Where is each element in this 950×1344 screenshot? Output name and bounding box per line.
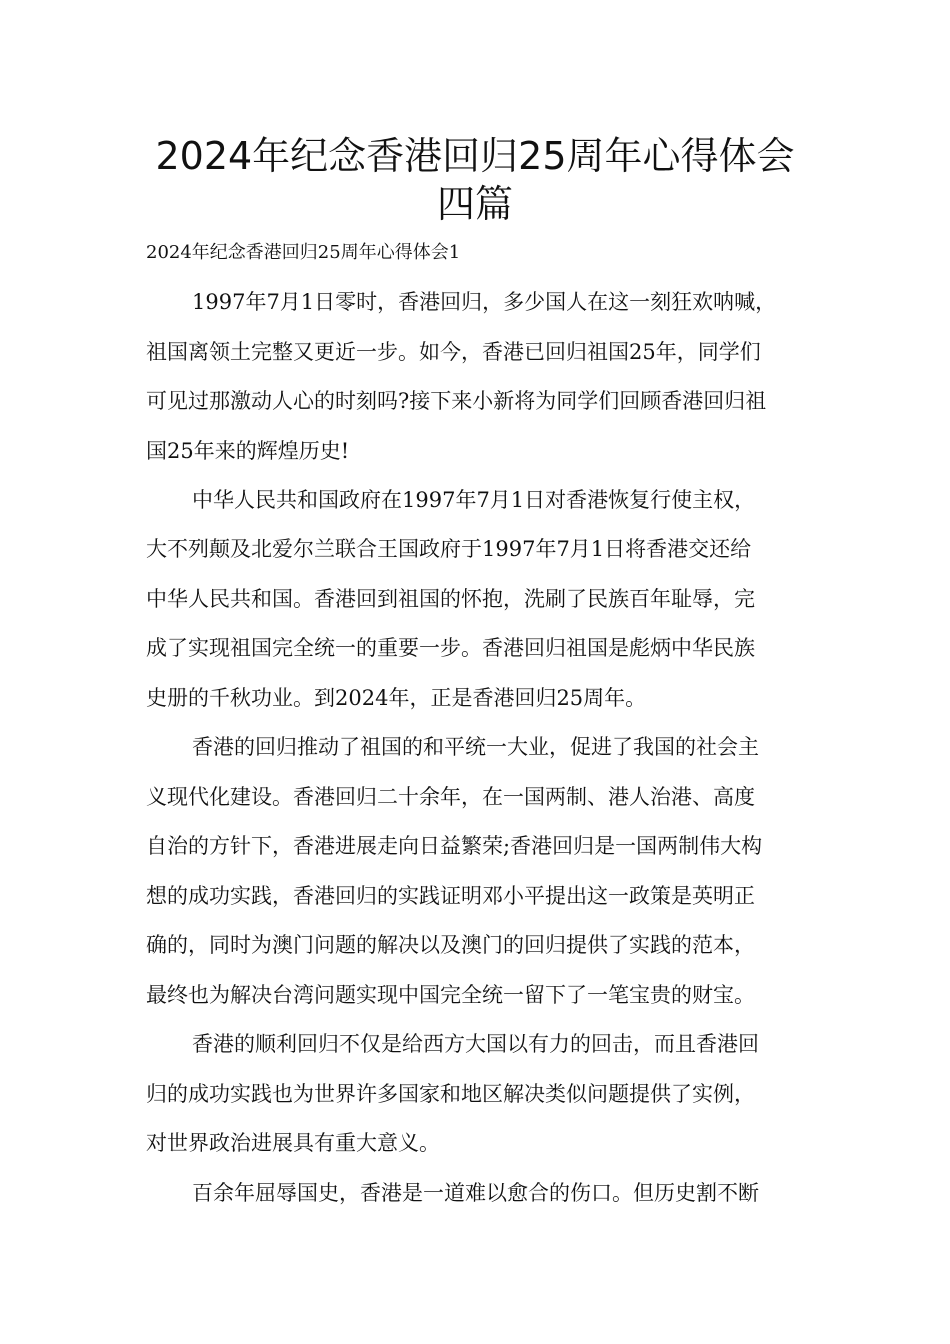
paragraph-line: 可见过那激动人心的时刻吗?接下来小新将为同学们回顾香港回归祖 (146, 389, 767, 413)
paragraph-line: 义现代化建设。香港回归二十余年，在一国两制、港人治港、高度 (146, 785, 755, 809)
paragraph-line: 百余年屈辱国史，香港是一道难以愈合的伤口。但历史割不断 (192, 1181, 759, 1205)
paragraph-line: 中华人民共和国政府在1997年7月1日对香港恢复行使主权， (192, 488, 756, 512)
paragraph-line: 史册的千秋功业。到2024年，正是香港回归25周年。 (146, 686, 647, 710)
paragraph-line: 对世界政治进展具有重大意义。 (146, 1131, 440, 1155)
paragraph-line: 香港的顺利回归不仅是给西方大国以有力的回击，而且香港回 (192, 1032, 759, 1056)
document-title-line-2: 四篇 (436, 182, 513, 226)
section-heading: 2024年纪念香港回归25周年心得体会1 (146, 242, 461, 263)
paragraph-line: 成了实现祖国完全统一的重要一步。香港回归祖国是彪炳中华民族 (146, 636, 755, 660)
paragraph-line: 最终也为解决台湾问题实现中国完全统一留下了一笔宝贵的财宝。 (146, 983, 755, 1007)
paragraph-line: 确的，同时为澳门问题的解决以及澳门的回归提供了实践的范本， (146, 933, 755, 957)
paragraph-line: 自治的方针下，香港进展走向日益繁荣;香港回归是一国两制伟大构 (146, 834, 763, 858)
paragraph-line: 国25年来的辉煌历史! (146, 439, 350, 463)
paragraph-line: 想的成功实践，香港回归的实践证明邓小平提出这一政策是英明正 (146, 884, 755, 908)
paragraph-line: 归的成功实践也为世界许多国家和地区解决类似问题提供了实例， (146, 1082, 755, 1106)
paragraph-line: 香港的回归推动了祖国的和平统一大业，促进了我国的社会主 (192, 735, 759, 759)
document-title-line-1: 2024年纪念香港回归25周年心得体会 (155, 134, 795, 178)
paragraph-line: 中华人民共和国。香港回到祖国的怀抱，洗刷了民族百年耻辱，完 (146, 587, 755, 611)
paragraph-line: 大不列颠及北爱尔兰联合王国政府于1997年7月1日将香港交还给 (146, 537, 752, 561)
paragraph-line: 1997年7月1日零时，香港回归，多少国人在这一刻狂欢呐喊， (192, 290, 777, 314)
paragraph-line: 祖国离领土完整又更近一步。如今，香港已回归祖国25年，同学们 (146, 340, 761, 364)
